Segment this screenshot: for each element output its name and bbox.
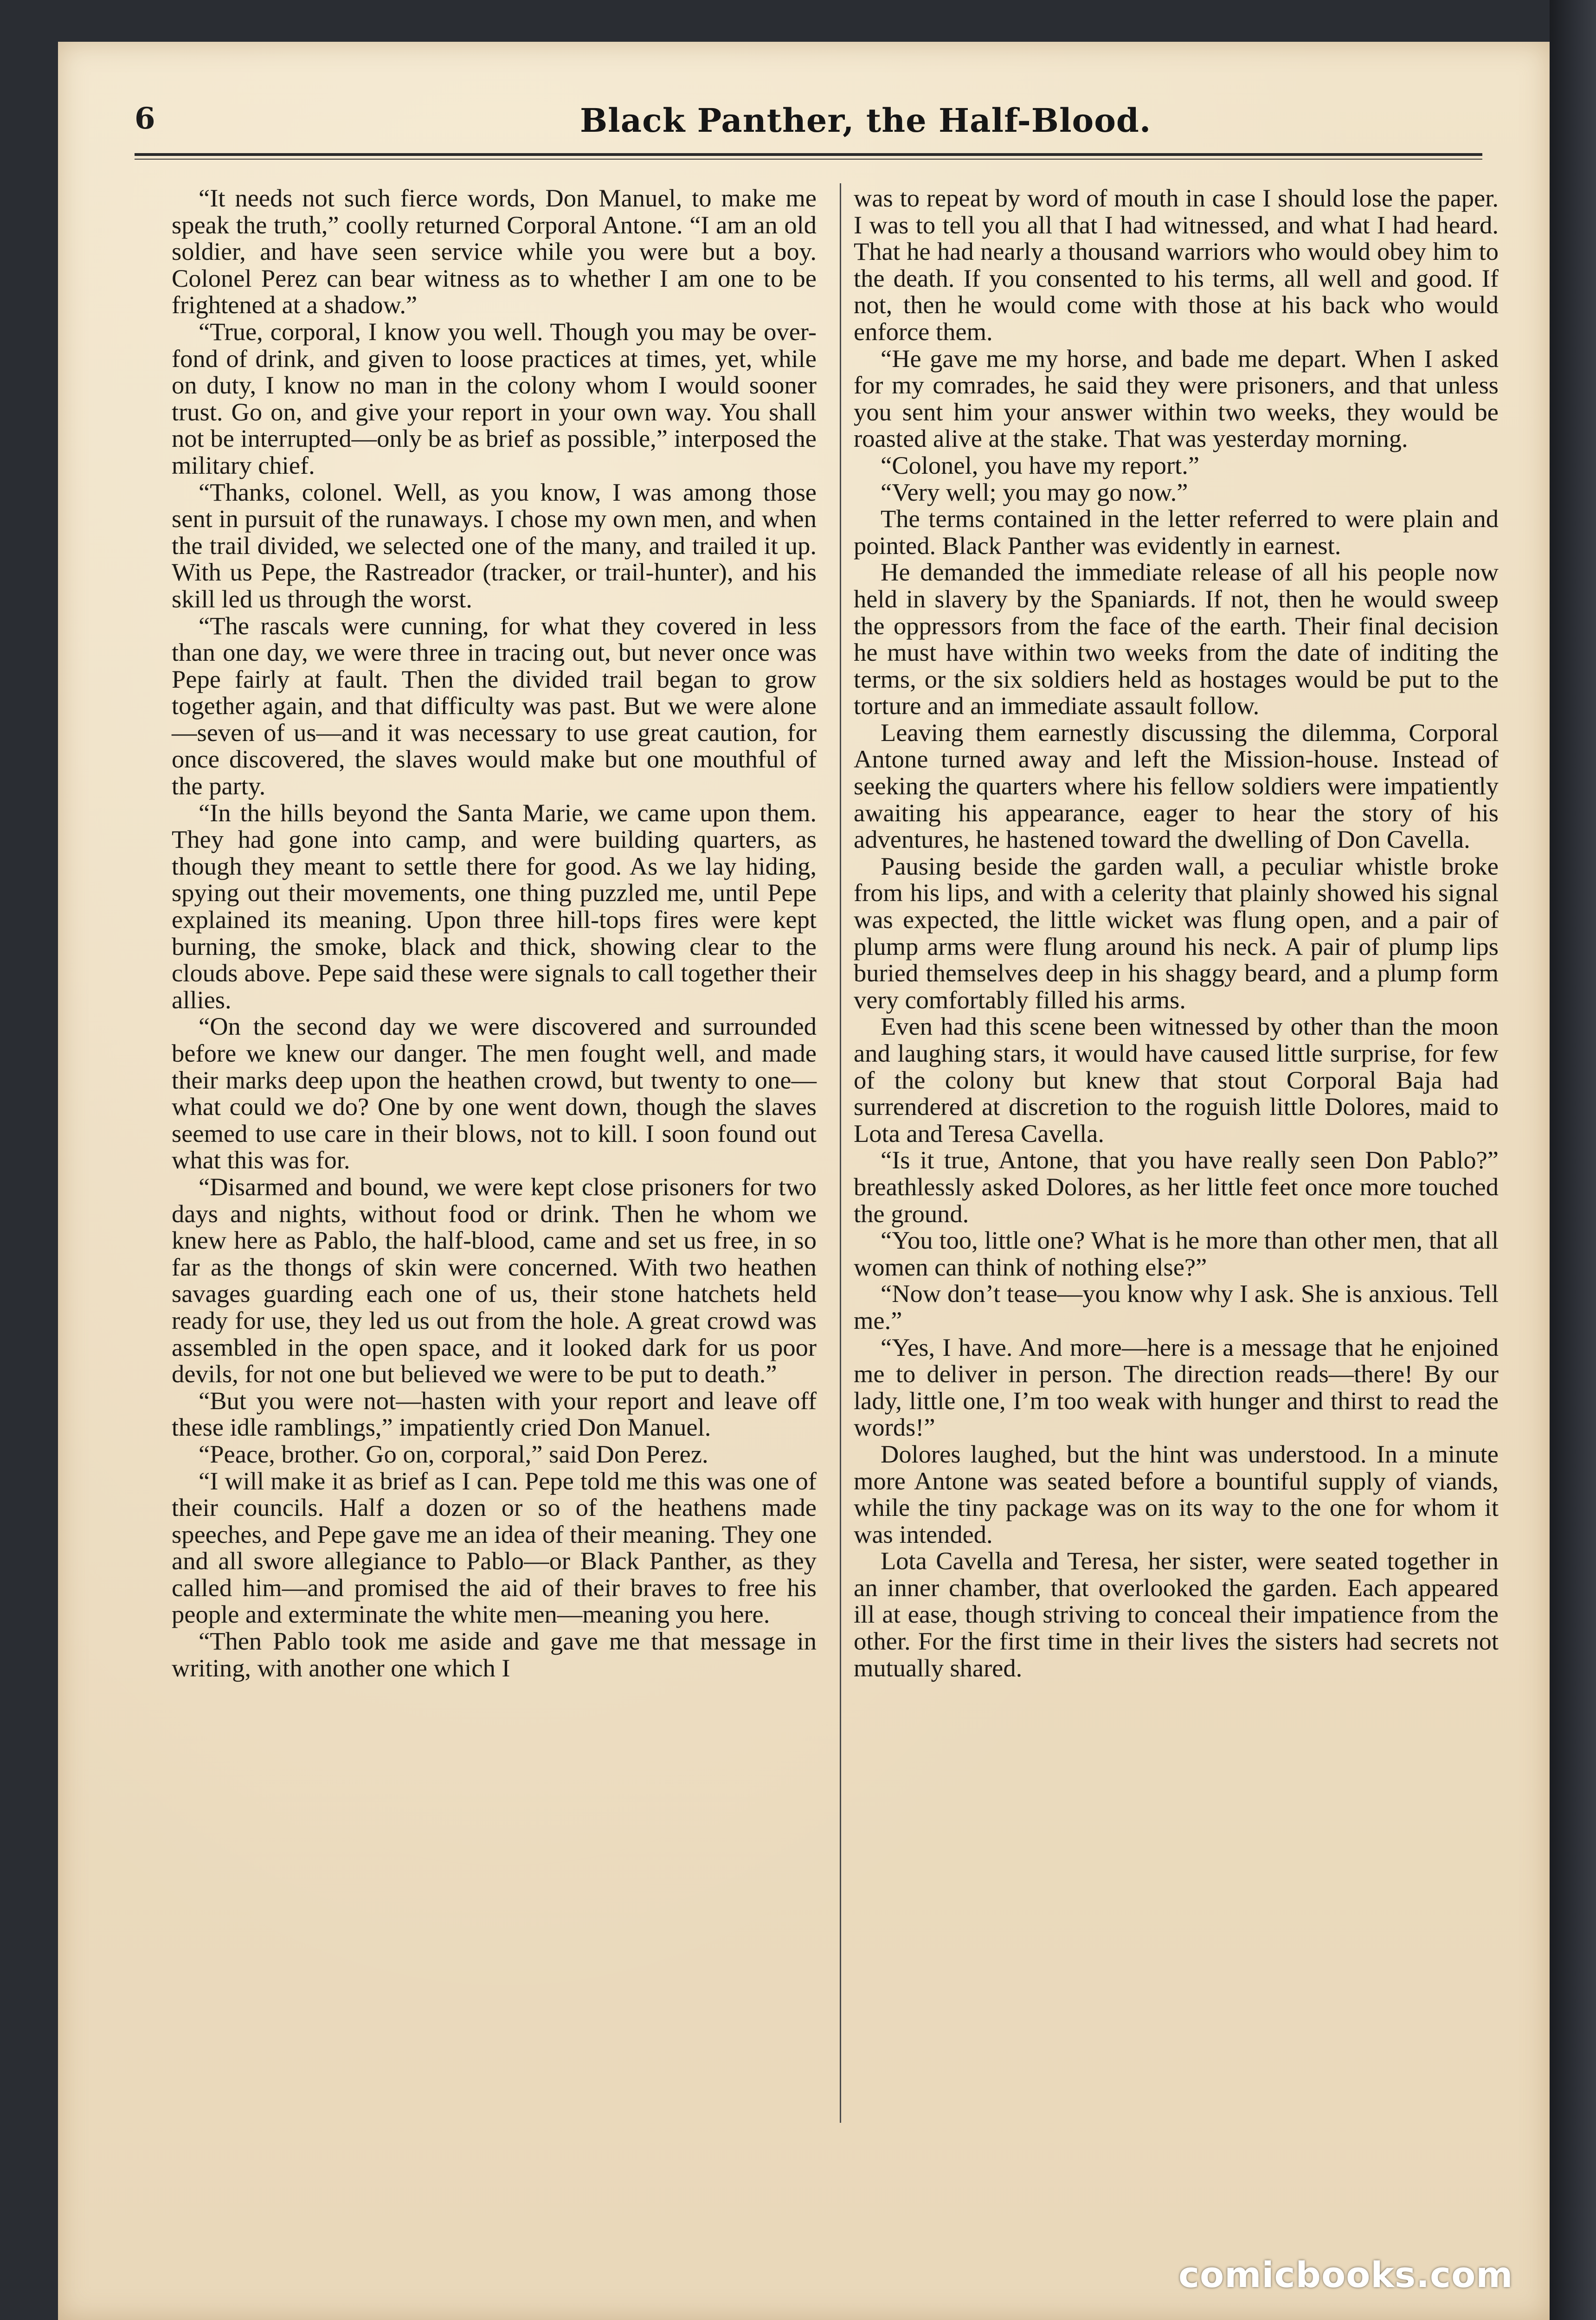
paragraph: “Then Pablo took me aside and gave me that message in writing, with another one which I xyxy=(172,1627,817,1682)
paragraph: “Colonel, you have my report.” xyxy=(881,451,1200,479)
paragraph: Lota Cavella and Teresa, her sister, were seated together in an inner chamber, that overlooked the garden. Each appeared ill at ease, though striving to conceal their impatience from the other. For the first time in their lives the sisters had secrets not mutually shared. xyxy=(854,1547,1499,1682)
page-number: 6 xyxy=(135,101,155,136)
paragraph: He demanded the immediate release of all his people now held in slavery by the Spaniards. If not, then he would sweep the oppressors from the face of the earth. Their final decision he must have within two weeks from the date of inditing the terms, or the six soldiers held as hostages would be put to the torture and an immediate assault follow. xyxy=(854,558,1499,720)
site-watermark: comicbooks.com xyxy=(1178,2254,1513,2295)
paragraph: “Very well; you may go now.” xyxy=(881,477,1188,506)
running-title: Black Panther, the Half-Blood. xyxy=(580,101,1152,140)
header-rule xyxy=(135,153,1482,156)
paragraph: The terms contained in the letter referred to were plain and pointed. Black Panther was evidently in earnest. xyxy=(854,504,1499,560)
column-divider xyxy=(840,183,841,2123)
paragraph: Leaving them earnestly discussing the dilemma, Corporal Antone turned away and left the Mission-house. Instead of seeking the quarters where his fellow soldiers were impatiently awaiting his appearance, eager to hear the story of his adventures, he hastened toward the dwelling of Don Cavella. xyxy=(854,718,1499,854)
paragraph: “He gave me my horse, and bade me depart. When I asked for my comrades, he said they were prisoners, and that unless you sent him your answer within two weeks, they would be roasted alive at the stake. That was yesterday morning. xyxy=(854,344,1499,453)
paragraph: “True, corporal, I know you well. Though you may be over-fond of drink, and given to loose practices at times, yet, while on duty, I know no man in the colony whom I would sooner trust. Go on, and give your report in your own way. You shall not be interrupted—only be as brief as possible,” interposed the military chief. xyxy=(172,317,817,479)
paragraph: “Peace, brother. Go on, corporal,” said Don Perez. xyxy=(199,1439,708,1468)
paragraph: “In the hills beyond the Santa Marie, we came upon them. They had gone into camp, and were building quarters, as though they meant to settle there for good. As we lay hiding, spying out their movements, one thing puzzled me, until Pepe explained its meaning. Upon three hill-tops fires were kept burning, the smoke, black and thick, showing clear to the clouds above. Pepe said these were signals to call together their allies. xyxy=(172,798,817,1014)
paragraph: Pausing beside the garden wall, a peculiar whistle broke from his lips, and with a celerity that plainly showed his signal was expected, the little wicket was flung open, and a pair of plump arms were flung around his neck. A pair of plump lips buried themselves deep in his shaggy beard, and a plump form very comfortably filled his arms. xyxy=(854,851,1499,1014)
paragraph: “Is it true, Antone, that you have really seen Don Pablo?” breathlessly asked Dolores, as her little feet once more touched the ground. xyxy=(854,1146,1499,1228)
paragraph: “The rascals were cunning, for what they covered in less than one day, we were three in tracing out, but never once was Pepe fairly at fault. Then the divided trail began to grow together again, and that difficulty was past. But we were alone—seven of us—and it was necessary to use great caution, for once discovered, the slaves would make but one mouthful of the party. xyxy=(172,611,817,800)
paragraph: “Yes, I have. And more—here is a message that he enjoined me to deliver in person. The direction reads—there! By our lady, little one, I’m too weak with hunger and thirst to read the words!” xyxy=(854,1333,1499,1442)
paragraph: “On the second day we were discovered and surrounded before we knew our danger. The men fought well, and made their marks deep upon the heathen crowd, but twenty to one—what could we do? One by one went down, though the slaves seemed to use care in their blows, not to kill. I soon found out what this was for. xyxy=(172,1012,817,1174)
paragraph: “But you were not—hasten with your report and leave off these idle ramblings,” impatiently cried Don Manuel. xyxy=(172,1386,817,1442)
paragraph: “It needs not such fierce words, Don Manuel, to make me speak the truth,” coolly returned Corporal Antone. “I am an old soldier, and have seen service while you were but a boy. Colonel Perez can bear witness as to whether I am one to be frightened at a shadow.” xyxy=(172,184,817,319)
paragraph: “Thanks, colonel. Well, as you know, I was among those sent in pursuit of the runaways. I chose my own men, and when the trail divided, we selected one of the many, and trailed it up. With us Pepe, the Rastreador (tracker, or trail-hunter), and his skill led us through the worst. xyxy=(172,477,817,613)
paragraph: was to repeat by word of mouth in case I should lose the paper. I was to tell you all that I had witnessed, and what I had heard. That he had nearly a thousand warriors who would obey him to the death. If you consented to his terms, all well and good. If not, then he would come with those at his back who would enforce them. xyxy=(854,184,1499,346)
paragraph: “Now don’t tease—you know why I ask. She is anxious. Tell me.” xyxy=(854,1279,1499,1334)
page-edge-shadow xyxy=(1550,0,1596,2320)
paragraph: Even had this scene been witnessed by other than the moon and laughing stars, it would have caused little surprise, for few of the colony but knew that stout Corporal Baja had surrendered at discretion to the roguish little Dolores, maid to Lota and Teresa Cavella. xyxy=(854,1012,1499,1147)
right-text-column xyxy=(854,185,1499,1681)
paragraph: “Disarmed and bound, we were kept close prisoners for two days and nights, without food or drink. Then he whom we knew here as Pablo, the half-blood, came and set us free, in so far as the thongs of skin were concerned. With two heathen savages guarding each one of us, their stone hatchets held ready for use, they led us out from the hole. A great crowd was assembled in the open space, and it looked dark for us poor devils, for not one but believed we were to be put to death.” xyxy=(172,1172,817,1388)
left-text-column xyxy=(172,185,817,1681)
header-rule-thin xyxy=(135,159,1482,160)
paragraph: Dolores laughed, but the hint was understood. In a minute more Antone was seated before a bountiful supply of viands, while the tiny package was on its way to the one for whom it was intended. xyxy=(854,1439,1499,1548)
paragraph: “I will make it as brief as I can. Pepe told me this was one of their councils. Half a dozen or so of the heathens made speeches, and Pepe gave me an idea of their meaning. They one and all swore allegiance to Pablo—or Black Panther, as they called him—and promised the aid of their braves to free his people and exterminate the white men—meaning you here. xyxy=(172,1466,817,1629)
paragraph: “You too, little one? What is he more than other men, that all women can think of nothing else?” xyxy=(854,1226,1499,1281)
